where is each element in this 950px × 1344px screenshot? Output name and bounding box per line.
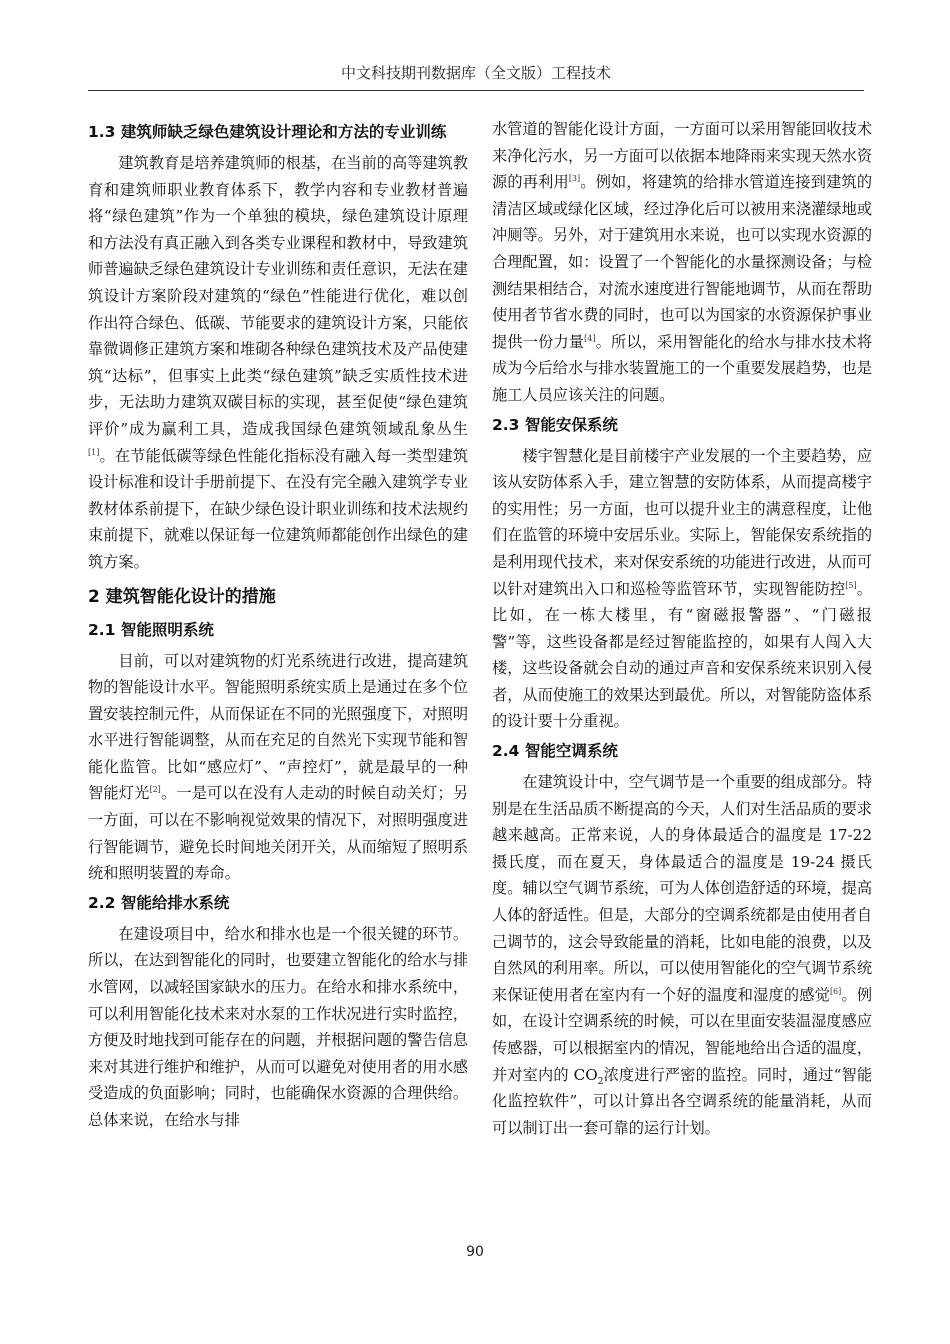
citation-ref: [2] bbox=[149, 785, 161, 795]
section-2-3-heading: 2.3 智能安保系统 bbox=[492, 415, 618, 434]
citation-ref: [6] bbox=[829, 986, 842, 996]
paragraph-text: 建筑教育是培养建筑师的根基，在当前的高等建筑教育和建筑师职业教育体系下，教学内容和专业教材普遍将“绿色建筑”作为一个单独的模块，绿色建筑设计原理和方法没有真正融入到各类专业课程和教材中，导致建筑师普遍缺乏绿色建筑设计专业训练和责任意识，无法在建筑设计方案阶段对建筑的“绿色”性能进行优化，难以创作出符合绿色、低碳、节能要求的建筑设计方案，只能依靠微调修正建筑方案和堆砌各种绿色建筑技术及产品使建筑“达标”，但事实上此类“绿色建筑”缺乏实质性技术进步，无法助力建筑双碳目标的实现，甚至促使“绿色建筑评价”成为赢利工具，造成我国绿色建筑领域乱象丛生 bbox=[88, 154, 468, 438]
paragraph-text: 。所以，采用智能化的给水与排水技术将成为今后给水与排水装置施工的一个重要发展趋势，也是施工人员应该关注的问题。 bbox=[492, 332, 873, 404]
paragraph-text: 。在节能低碳等绿色性能化指标没有融入每一类型建筑设计标准和设计手册前提下、在没有完全融入建筑学专业教材体系前提下，在缺少绿色设计职业训练和技术法规约束前提下，就难以保证每一位建筑师都能创作出绿色的建筑方案。 bbox=[88, 446, 468, 571]
page-number: 90 bbox=[466, 1244, 484, 1260]
paragraph-text: 。例如，在设计空调系统的时候，可以在里面安装温湿度感应传感器，可以根据室内的情况，智能地给出合适的温度，并对室内的 CO bbox=[492, 985, 873, 1084]
paragraph-text: 目前，可以对建筑物的灯光系统进行改进，提高建筑物的智能设计水平。智能照明系统实质上是通过在多个位置安装控制元件，从而保证在不同的光照强度下，对照明水平进行智能调整，从而在充足的自然光下实现节能和智能化监管。比如“感应灯”、“声控灯”，就是最早的一种智能灯光 bbox=[88, 651, 468, 803]
paragraph-text: 水管道的智能化设计方面，一方面可以采用智能回收技术来净化污水，另一方面可以依据本地降雨来实现天然水资源的再利用 bbox=[492, 120, 872, 192]
section-2-2-heading: 2.2 智能给排水系统 bbox=[88, 893, 230, 912]
section-2-2-paragraph: 在建设项目中，给水和排水也是一个很关键的环节。所以，在达到智能化的同时，也要建立智能化的给水与排水管网，以减轻国家缺水的压力。在给水和排水系统中，可以利用智能化技术来对水泵的工作状况进行实时监控，方便及时地找到可能存在的问题，并根据问题的警告信息来对其进行维护和维护，从而可以避免对使用者的用水感受造成的负面影响；同时，也能确保水资源的合理供给。总体来说，在给水与排 bbox=[88, 924, 468, 1129]
paragraph-text: 。一是可以在没有人走动的时候自动关灯；另一方面，可以在不影响视觉效果的情况下，对照明强度进行智能调节，避免长时间地关闭开关，从而缩短了照明系统和照明装置的寿命。 bbox=[88, 784, 469, 883]
section-2-4-paragraph bbox=[492, 769, 872, 1141]
citation-ref: [3] bbox=[568, 174, 581, 184]
paragraph-text: 在建筑设计中，空气调节是一个重要的组成部分。特别是在生活品质不断提高的今天，人们对生活品质的要求越来越高。正常来说，人的身体最适合的温度是 17-22 摄氏度，而在夏天，身体最适合的温度是 19-24 摄氏度。辅以空气调节系统，可为人体创造舒适的环境，提高人体的舒适性。但是，大部分的空调系统都是由使用者自己调节的，这会导致能量的消耗，比如电能的浪费，以及自然风的利用率。所以，可以使用智能化的空气调节系统来保证使用者在室内有一个好的温度和湿度的感觉 bbox=[492, 773, 872, 1004]
citation-ref: [4] bbox=[584, 333, 596, 343]
paragraph-text: 。例如，将建筑的给排水管道连接到建筑的清洁区域或绿化区域，经过净化后可以被用来浇灌绿地或冲厕等。另外，对于建筑用水来说，也可以实现水资源的合理配置，如：设置了一个智能化的水量探测设备；与检测结果相结合，对流水速度进行智能地调节，从而在帮助使用者节省水费的同时，也可以为国家的水资源保护事业提供一份力量 bbox=[492, 173, 873, 351]
paragraph-text: 楼宇智慧化是目前楼宇产业发展的一个主要趋势，应该从安防体系入手，建立智慧的安防体系，从而提高楼宇的实用性；另一方面，也可以提升业主的满意程度，让他们在监管的环境中安居乐业。实际上，智能保安系统指的是利用现代技术，来对保安系统的功能进行改进，从而可以针对建筑出入口和巡检等监管环节，实现智能防控 bbox=[492, 446, 872, 598]
co2-subscript: 2 bbox=[597, 1076, 604, 1087]
section-2-1-paragraph bbox=[88, 648, 468, 887]
right-column bbox=[492, 116, 872, 1141]
section-2-4-heading: 2.4 智能空调系统 bbox=[492, 742, 618, 761]
section-2-2-paragraph-continued bbox=[492, 116, 872, 409]
citation-ref: [5] bbox=[845, 580, 857, 590]
section-2-1-heading: 2.1 智能照明系统 bbox=[88, 620, 214, 639]
left-column bbox=[88, 116, 468, 1134]
journal-header: 中文科技期刊数据库（全文版）工程技术 bbox=[340, 64, 611, 82]
citation-ref: [1] bbox=[88, 447, 100, 457]
paragraph-text: 浓度进行严密的监控。同时，通过“智能化监控软件”，可以计算出各空调系统的能量消耗，从而可以制订出一套可靠的运行计划。 bbox=[492, 1065, 873, 1137]
section-2-3-paragraph bbox=[492, 443, 872, 736]
header-rule bbox=[88, 90, 864, 91]
paragraph-text: 。比如，在一栋大楼里，有“窗磁报警器”、“门磁报警”等，这些设备都是经过智能监控的，如果有人闯入大楼，这些设备就会自动的通过声音和安保系统来识别入侵者，从而使施工的效果达到最优。所以，对智能防盗体系的设计要十分重视。 bbox=[492, 579, 873, 731]
section-2-heading: 2 建筑智能化设计的措施 bbox=[88, 586, 276, 607]
section-1-3-paragraph bbox=[88, 150, 468, 576]
section-1-3-heading: 1.3 建筑师缺乏绿色建筑设计理论和方法的专业训练 bbox=[88, 123, 447, 141]
